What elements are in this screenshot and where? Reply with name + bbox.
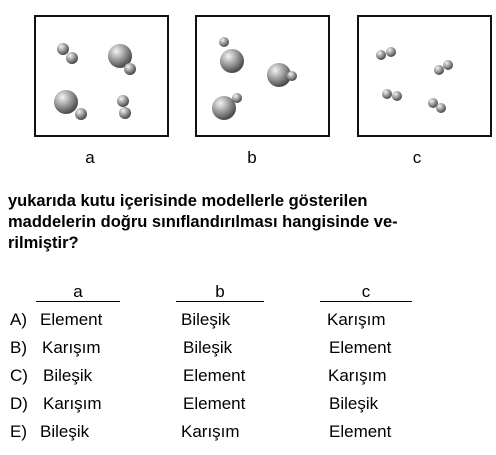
option-b-value: Element xyxy=(183,366,246,385)
option-a-value: Karışım xyxy=(42,338,101,357)
model-box-c xyxy=(357,15,492,137)
option-c-value: Karışım xyxy=(328,366,387,385)
option-b-value: Element xyxy=(183,394,246,413)
option-b-value: Bileşik xyxy=(181,310,231,329)
option-b-value: Bileşik xyxy=(183,338,233,357)
column-header-b: b xyxy=(176,282,264,302)
option-c-value: Element xyxy=(329,422,392,441)
option-letter: C) xyxy=(10,366,28,385)
model-box-a xyxy=(34,15,169,137)
option-letter: A) xyxy=(10,310,27,329)
option-letter: D) xyxy=(10,394,28,413)
option-c-value: Element xyxy=(329,338,392,357)
molecule-models-a xyxy=(36,17,167,135)
molecule-models-b xyxy=(197,17,328,135)
box-label-a: a xyxy=(85,148,95,167)
box-label-c: c xyxy=(412,148,422,167)
option-b-value: Karışım xyxy=(181,422,240,441)
option-a-value: Element xyxy=(40,310,103,329)
question-line-3: rilmiştir? xyxy=(8,234,79,252)
option-a-value: Bileşik xyxy=(40,422,90,441)
column-header-c: c xyxy=(320,282,412,302)
option-c-value: Bileşik xyxy=(329,394,379,413)
option-a-value: Karışım xyxy=(43,394,102,413)
option-letter: E) xyxy=(10,422,27,441)
question-line-1: yukarıda kutu içerisinde modellerle gösterilen xyxy=(8,192,368,210)
column-header-a: a xyxy=(36,282,120,302)
option-c-value: Karışım xyxy=(327,310,386,329)
option-letter: B) xyxy=(10,338,27,357)
option-a-value: Bileşik xyxy=(43,366,93,385)
question-line-2: maddelerin doğru sınıflandırılması hangisinde ve- xyxy=(8,213,398,231)
molecule-models-c xyxy=(359,17,490,135)
question-text xyxy=(8,191,478,254)
box-label-b: b xyxy=(247,148,257,167)
model-box-b xyxy=(195,15,330,137)
